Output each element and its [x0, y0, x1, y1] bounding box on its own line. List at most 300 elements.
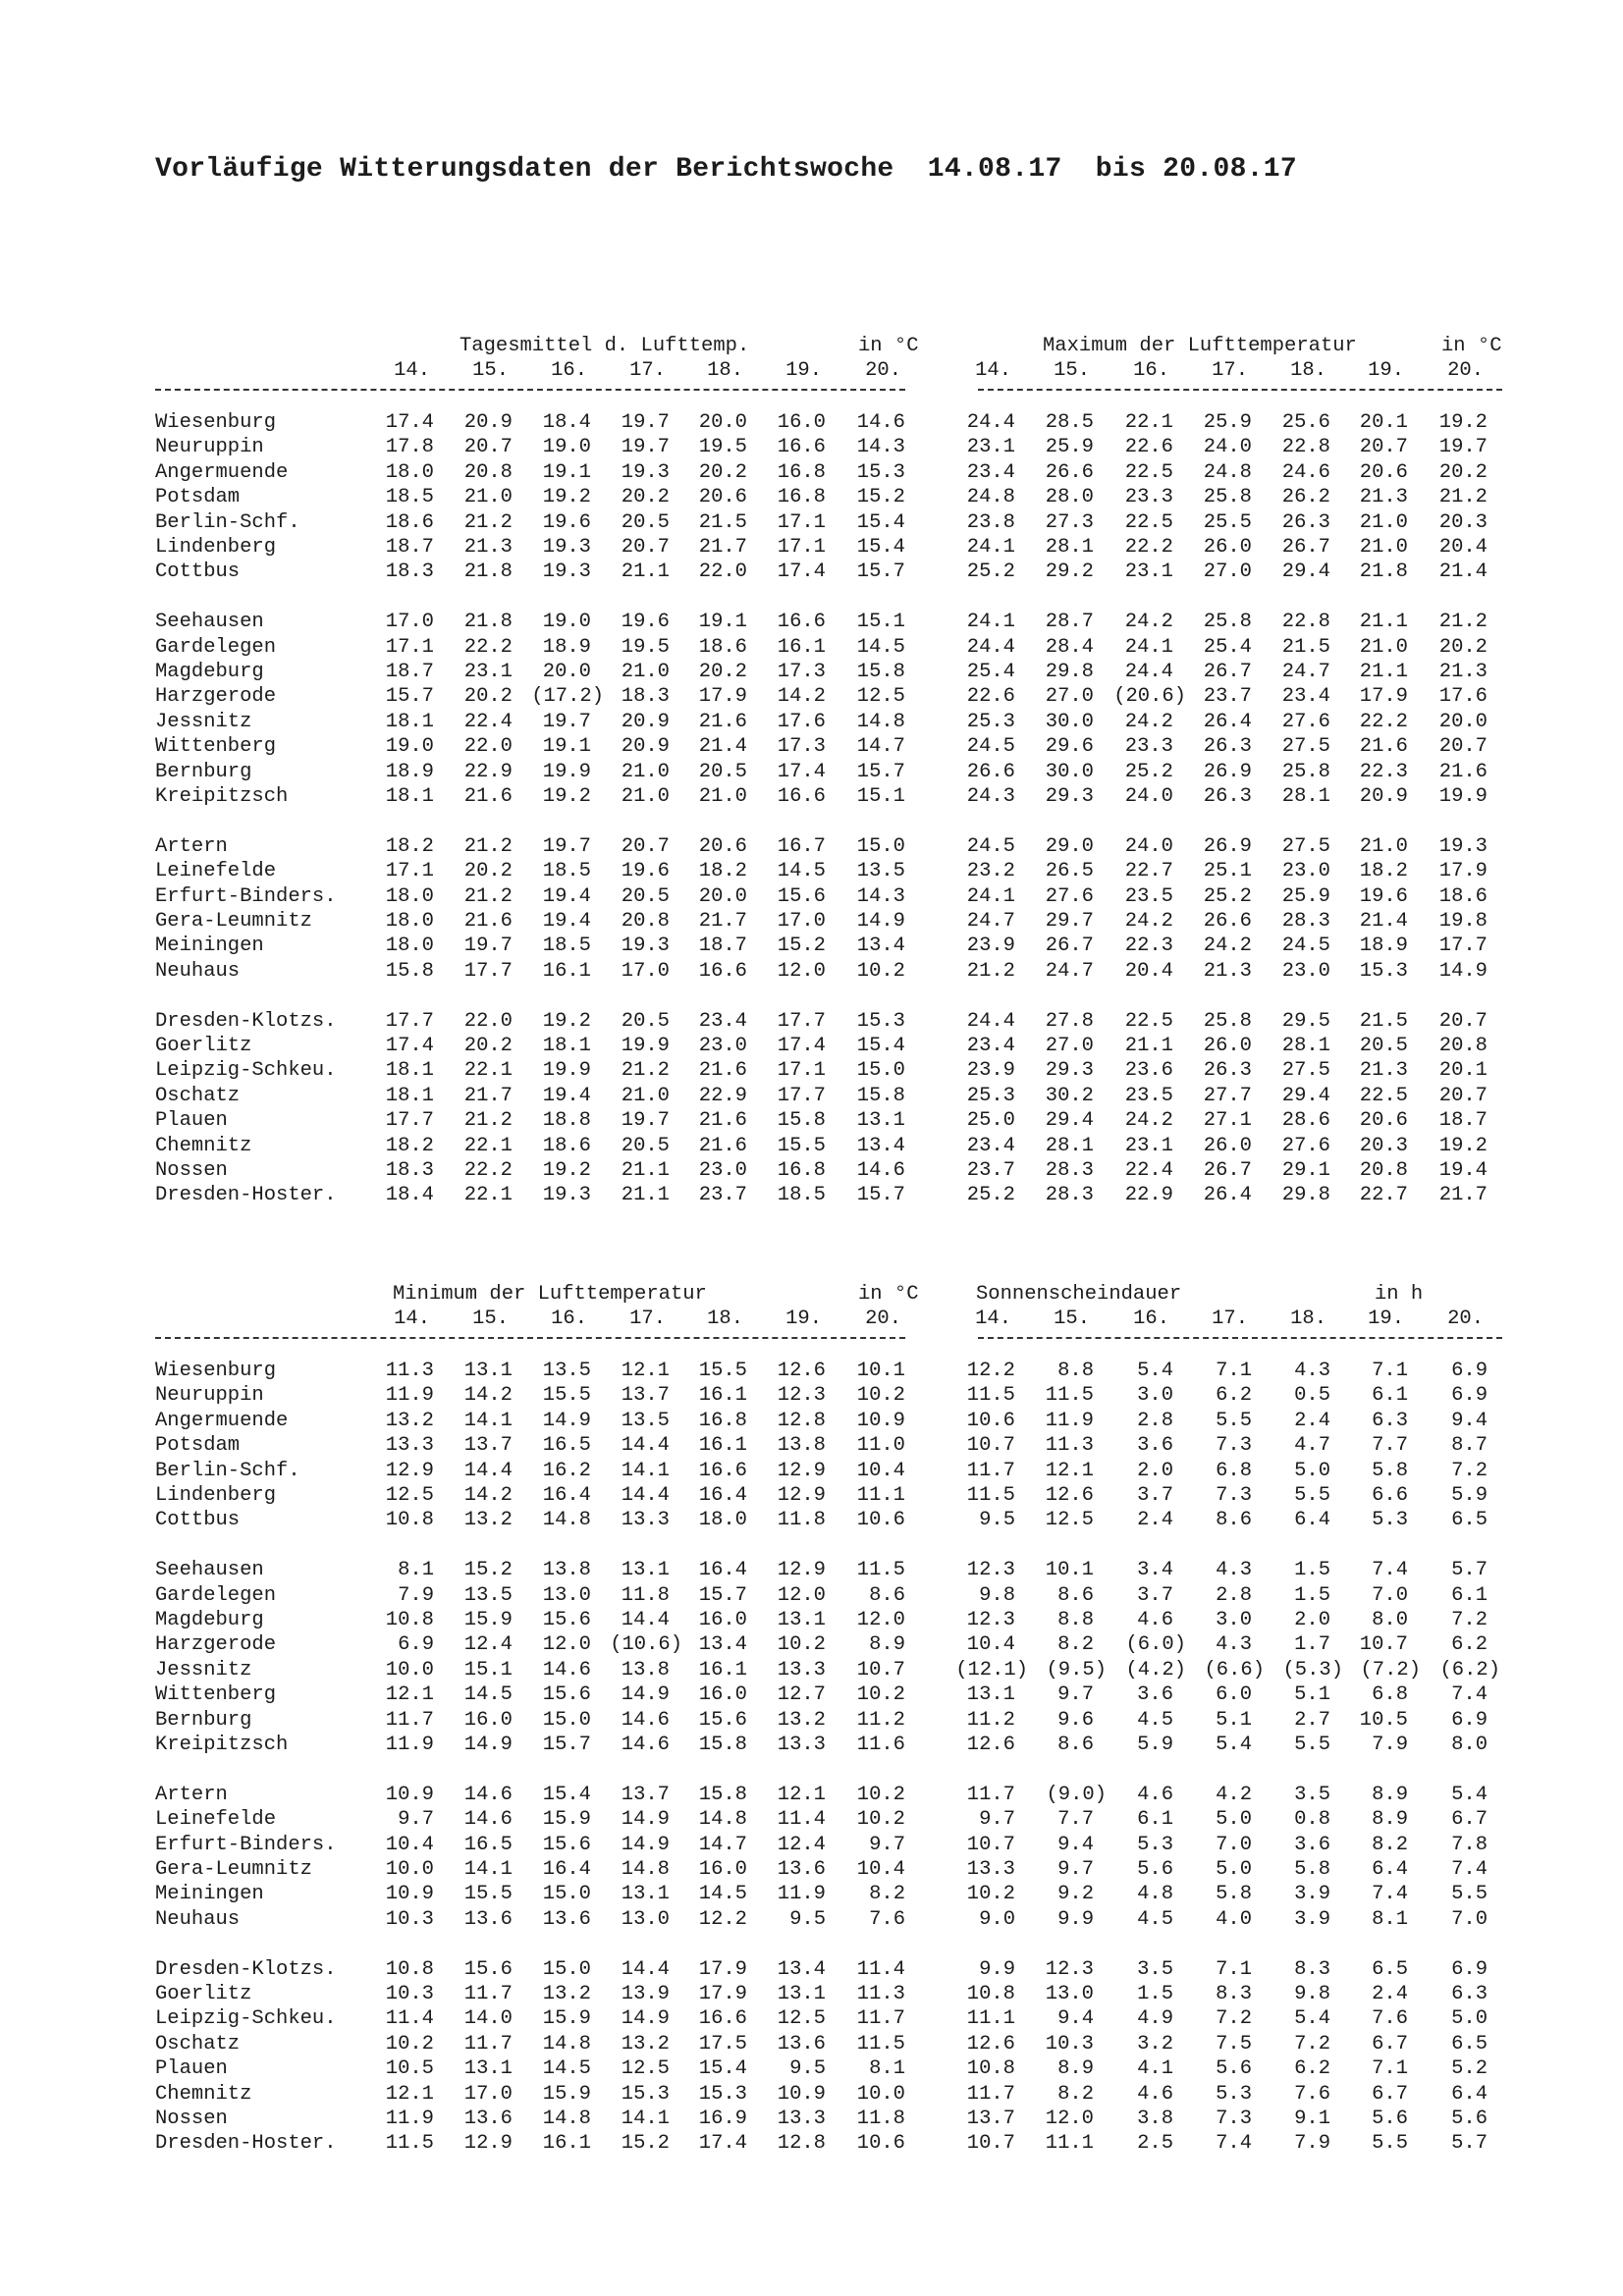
- value-cell: 18.5: [777, 1184, 826, 1207]
- value-cell: 7.2: [1451, 1459, 1488, 1482]
- value-cell: 13.5: [621, 1409, 670, 1432]
- value-cell: 3.6: [1137, 1434, 1173, 1458]
- value-cell: 13.6: [777, 1858, 826, 1881]
- value-cell: 6.4: [1294, 1509, 1330, 1532]
- value-cell: 20.2: [463, 860, 513, 883]
- table-title: Sonnenscheindauer: [976, 1283, 1182, 1306]
- value-cell: 10.0: [385, 1658, 434, 1682]
- value-cell: 26.3: [1203, 1059, 1252, 1083]
- value-cell: (20.6): [1113, 685, 1186, 709]
- value-cell: 22.4: [1124, 1159, 1173, 1182]
- value-cell: 21.6: [698, 710, 747, 733]
- station-name: Artern: [155, 834, 228, 858]
- value-cell: 17.6: [1438, 685, 1488, 709]
- value-cell: 21.2: [1438, 486, 1488, 509]
- value-cell: 25.8: [1203, 611, 1252, 634]
- value-cell: 15.1: [463, 1658, 513, 1682]
- value-cell: 28.4: [1045, 635, 1094, 659]
- station-name: Meiningen: [155, 1883, 264, 1906]
- value-cell: 16.0: [463, 1708, 513, 1732]
- value-cell: 22.8: [1281, 611, 1330, 634]
- value-cell: 14.5: [777, 860, 826, 883]
- value-cell: 21.1: [621, 1184, 670, 1207]
- station-name: Chemnitz: [155, 2082, 252, 2106]
- value-cell: 4.3: [1216, 1559, 1252, 1582]
- value-cell: 9.4: [1451, 1409, 1488, 1432]
- value-cell: 6.4: [1451, 2082, 1488, 2106]
- value-cell: 12.5: [856, 685, 905, 709]
- value-cell: 14.7: [856, 735, 905, 759]
- station-name: Seehausen: [155, 1559, 264, 1582]
- value-cell: 16.5: [463, 1833, 513, 1856]
- value-cell: 5.6: [1216, 2057, 1252, 2081]
- station-name: Lindenberg: [155, 1484, 277, 1507]
- page-title: Vorläufige Witterungsdaten der Berichtswoche 14.08.17 bis 20.08.17: [155, 154, 1297, 185]
- value-cell: 8.6: [1216, 1509, 1252, 1532]
- value-cell: 7.5: [1216, 2032, 1252, 2056]
- value-cell: 26.3: [1203, 785, 1252, 808]
- value-cell: 10.2: [856, 1808, 905, 1832]
- value-cell: 22.9: [698, 1084, 747, 1107]
- table-unit: in h: [1375, 1283, 1424, 1306]
- value-cell: 20.2: [463, 1035, 513, 1057]
- value-cell: 16.6: [698, 959, 747, 983]
- value-cell: 11.5: [856, 2032, 905, 2056]
- value-cell: 23.1: [463, 661, 513, 683]
- value-cell: 22.5: [1124, 460, 1173, 484]
- value-cell: 13.3: [777, 2108, 826, 2130]
- value-cell: 8.1: [398, 1559, 434, 1582]
- value-cell: 29.4: [1045, 1109, 1094, 1133]
- value-cell: 19.3: [542, 561, 591, 584]
- value-cell: 9.6: [1057, 1708, 1094, 1732]
- value-cell: 28.7: [1045, 611, 1094, 634]
- value-cell: 14.9: [621, 2007, 670, 2031]
- value-cell: 15.8: [698, 1783, 747, 1806]
- value-cell: 29.1: [1281, 1159, 1330, 1182]
- day-header: 19.: [785, 1308, 822, 1330]
- value-cell: 21.0: [621, 661, 670, 683]
- value-cell: 12.1: [777, 1783, 826, 1806]
- value-cell: 13.1: [463, 1360, 513, 1382]
- value-cell: 16.6: [698, 2007, 747, 2031]
- value-cell: 13.2: [542, 1983, 591, 2005]
- value-cell: 5.5: [1294, 1484, 1330, 1507]
- value-cell: 3.6: [1137, 1683, 1173, 1707]
- value-cell: 17.8: [385, 436, 434, 459]
- value-cell: 21.0: [621, 760, 670, 783]
- value-cell: (5.3): [1282, 1658, 1343, 1682]
- value-cell: 17.6: [777, 710, 826, 733]
- value-cell: 14.2: [463, 1484, 513, 1507]
- value-cell: 18.5: [542, 860, 591, 883]
- value-cell: 21.6: [463, 910, 513, 933]
- value-cell: 21.6: [698, 1134, 747, 1157]
- value-cell: 17.1: [777, 510, 826, 534]
- value-cell: 9.1: [1294, 2108, 1330, 2130]
- value-cell: 17.4: [777, 1035, 826, 1057]
- value-cell: 11.1: [1045, 2132, 1094, 2156]
- value-cell: 13.8: [777, 1434, 826, 1458]
- value-cell: 20.6: [698, 834, 747, 858]
- day-header: 14.: [394, 1308, 430, 1330]
- value-cell: 16.6: [698, 1459, 747, 1482]
- station-name: Dresden-Hoster.: [155, 2132, 337, 2156]
- value-cell: 26.7: [1281, 536, 1330, 559]
- value-cell: 16.0: [698, 1858, 747, 1881]
- value-cell: 8.3: [1216, 1983, 1252, 2005]
- value-cell: 11.3: [1045, 1434, 1094, 1458]
- day-header: 18.: [1290, 1308, 1326, 1330]
- value-cell: 18.1: [542, 1035, 591, 1057]
- value-cell: 30.2: [1045, 1084, 1094, 1107]
- value-cell: 24.1: [1124, 635, 1173, 659]
- value-cell: 13.6: [777, 2032, 826, 2056]
- value-cell: 25.9: [1045, 436, 1094, 459]
- value-cell: 18.2: [385, 1134, 434, 1157]
- value-cell: 7.4: [1216, 2132, 1252, 2156]
- value-cell: 24.0: [1203, 436, 1252, 459]
- value-cell: 28.1: [1045, 536, 1094, 559]
- value-cell: 13.8: [542, 1559, 591, 1582]
- value-cell: 17.3: [777, 735, 826, 759]
- value-cell: 23.5: [1124, 1084, 1173, 1107]
- value-cell: 15.4: [856, 536, 905, 559]
- value-cell: 11.2: [966, 1708, 1015, 1732]
- value-cell: 15.8: [698, 1734, 747, 1756]
- value-cell: (9.5): [1046, 1658, 1107, 1682]
- value-cell: 15.0: [856, 1059, 905, 1083]
- value-cell: 16.2: [542, 1459, 591, 1482]
- value-cell: 18.1: [385, 710, 434, 733]
- value-cell: 17.7: [777, 1009, 826, 1033]
- value-cell: 5.8: [1372, 1459, 1408, 1482]
- value-cell: 15.9: [463, 1609, 513, 1631]
- station-name: Angermuende: [155, 1409, 289, 1432]
- value-cell: 20.4: [1124, 959, 1173, 983]
- value-cell: (10.6): [610, 1633, 682, 1657]
- value-cell: 24.2: [1124, 611, 1173, 634]
- value-cell: 12.9: [777, 1559, 826, 1582]
- value-cell: 13.5: [542, 1360, 591, 1382]
- value-cell: 21.3: [1359, 1059, 1408, 1083]
- day-header: 15.: [472, 359, 509, 382]
- value-cell: 27.5: [1281, 1059, 1330, 1083]
- value-cell: 18.1: [385, 1084, 434, 1107]
- value-cell: 12.2: [966, 1360, 1015, 1382]
- value-cell: 6.9: [1451, 1957, 1488, 1981]
- station-name: Jessnitz: [155, 710, 252, 733]
- value-cell: 3.6: [1294, 1833, 1330, 1856]
- value-cell: 12.8: [777, 2132, 826, 2156]
- value-cell: 5.0: [1216, 1808, 1252, 1832]
- value-cell: 16.8: [777, 460, 826, 484]
- value-cell: 10.8: [385, 1509, 434, 1532]
- value-cell: 24.0: [1124, 834, 1173, 858]
- value-cell: 20.7: [1438, 1084, 1488, 1107]
- value-cell: 19.0: [385, 735, 434, 759]
- value-cell: 20.8: [621, 910, 670, 933]
- value-cell: 6.8: [1372, 1683, 1408, 1707]
- value-cell: 1.5: [1294, 1583, 1330, 1607]
- value-cell: 20.8: [1359, 1159, 1408, 1182]
- value-cell: 4.7: [1294, 1434, 1330, 1458]
- value-cell: 20.0: [698, 411, 747, 434]
- value-cell: 11.5: [966, 1484, 1015, 1507]
- value-cell: 8.0: [1451, 1734, 1488, 1756]
- value-cell: 10.5: [385, 2057, 434, 2081]
- value-cell: 21.0: [1359, 510, 1408, 534]
- value-cell: 14.6: [621, 1734, 670, 1756]
- value-cell: 10.2: [385, 2032, 434, 2056]
- value-cell: 17.4: [777, 760, 826, 783]
- value-cell: 27.6: [1281, 1134, 1330, 1157]
- value-cell: 24.1: [966, 611, 1015, 634]
- value-cell: 24.5: [966, 735, 1015, 759]
- value-cell: 2.8: [1216, 1583, 1252, 1607]
- value-cell: 17.7: [463, 959, 513, 983]
- value-cell: 26.0: [1203, 536, 1252, 559]
- day-header: 15.: [472, 1308, 509, 1330]
- value-cell: 12.5: [385, 1484, 434, 1507]
- value-cell: 14.6: [542, 1658, 591, 1682]
- value-cell: 17.9: [698, 1957, 747, 1981]
- value-cell: 14.4: [621, 1957, 670, 1981]
- value-cell: 11.9: [385, 2108, 434, 2130]
- value-cell: 17.1: [385, 635, 434, 659]
- value-cell: 24.2: [1124, 710, 1173, 733]
- value-cell: 6.2: [1451, 1633, 1488, 1657]
- value-cell: 19.6: [542, 510, 591, 534]
- value-cell: 22.3: [1359, 760, 1408, 783]
- value-cell: 6.9: [1451, 1360, 1488, 1382]
- value-cell: 15.0: [542, 1708, 591, 1732]
- value-cell: 10.0: [856, 2082, 905, 2106]
- value-cell: 18.4: [542, 411, 591, 434]
- value-cell: 6.5: [1451, 1509, 1488, 1532]
- value-cell: 12.4: [463, 1633, 513, 1657]
- value-cell: 21.1: [621, 561, 670, 584]
- value-cell: 17.1: [777, 1059, 826, 1083]
- value-cell: 15.1: [856, 785, 905, 808]
- value-cell: 13.7: [621, 1783, 670, 1806]
- value-cell: 13.1: [463, 2057, 513, 2081]
- value-cell: 16.6: [777, 611, 826, 634]
- value-cell: 21.4: [1359, 910, 1408, 933]
- day-header: 20.: [865, 1308, 901, 1330]
- value-cell: 28.1: [1281, 1035, 1330, 1057]
- value-cell: 16.7: [777, 834, 826, 858]
- value-cell: 21.7: [698, 536, 747, 559]
- value-cell: 7.9: [1372, 1734, 1408, 1756]
- value-cell: 12.2: [698, 1907, 747, 1931]
- value-cell: 18.9: [542, 635, 591, 659]
- value-cell: 23.1: [966, 436, 1015, 459]
- value-cell: 7.1: [1372, 2057, 1408, 2081]
- value-cell: 25.4: [1203, 635, 1252, 659]
- value-cell: 15.5: [542, 1384, 591, 1408]
- value-cell: 15.9: [542, 2007, 591, 2031]
- value-cell: 24.8: [966, 486, 1015, 509]
- value-cell: 4.1: [1137, 2057, 1173, 2081]
- value-cell: 6.1: [1451, 1583, 1488, 1607]
- value-cell: 27.3: [1045, 510, 1094, 534]
- value-cell: 27.6: [1281, 710, 1330, 733]
- value-cell: 15.6: [542, 1609, 591, 1631]
- value-cell: 12.0: [777, 959, 826, 983]
- value-cell: 29.2: [1045, 561, 1094, 584]
- value-cell: 3.0: [1216, 1609, 1252, 1631]
- station-name: Harzgerode: [155, 1633, 277, 1657]
- value-cell: 12.1: [621, 1360, 670, 1382]
- value-cell: 23.0: [1281, 860, 1330, 883]
- value-cell: 11.8: [621, 1583, 670, 1607]
- value-cell: 11.9: [1045, 1409, 1094, 1432]
- value-cell: 25.5: [1203, 510, 1252, 534]
- value-cell: 11.7: [966, 1783, 1015, 1806]
- value-cell: 7.2: [1294, 2032, 1330, 2056]
- value-cell: 24.4: [966, 635, 1015, 659]
- value-cell: 29.4: [1281, 1084, 1330, 1107]
- value-cell: 2.4: [1137, 1509, 1173, 1532]
- value-cell: 16.0: [698, 1683, 747, 1707]
- value-cell: 12.0: [1045, 2108, 1094, 2130]
- value-cell: 14.1: [621, 2108, 670, 2130]
- value-cell: 22.2: [463, 635, 513, 659]
- value-cell: 21.3: [1203, 959, 1252, 983]
- value-cell: 13.2: [463, 1509, 513, 1532]
- value-cell: 7.6: [1294, 2082, 1330, 2106]
- value-cell: 10.8: [385, 1957, 434, 1981]
- value-cell: 15.9: [542, 2082, 591, 2106]
- value-cell: 14.9: [463, 1734, 513, 1756]
- value-cell: (6.2): [1439, 1658, 1500, 1682]
- value-cell: 16.4: [542, 1484, 591, 1507]
- value-cell: 30.0: [1045, 710, 1094, 733]
- value-cell: 21.6: [698, 1059, 747, 1083]
- value-cell: 6.7: [1372, 2032, 1408, 2056]
- station-name: Dresden-Klotzs.: [155, 1009, 337, 1033]
- value-cell: 20.5: [621, 510, 670, 534]
- value-cell: 14.9: [542, 1409, 591, 1432]
- value-cell: 14.7: [698, 1833, 747, 1856]
- value-cell: 25.2: [1124, 760, 1173, 783]
- value-cell: 7.6: [1372, 2007, 1408, 2031]
- value-cell: 21.2: [463, 884, 513, 908]
- value-cell: 15.8: [856, 1084, 905, 1107]
- value-cell: 17.9: [1359, 685, 1408, 709]
- value-cell: 13.6: [542, 1907, 591, 1931]
- table-unit: in °C: [1441, 335, 1502, 357]
- value-cell: 20.1: [1438, 1059, 1488, 1083]
- value-cell: 21.2: [1438, 611, 1488, 634]
- value-cell: 23.0: [698, 1159, 747, 1182]
- value-cell: 12.3: [966, 1559, 1015, 1582]
- value-cell: 22.5: [1124, 510, 1173, 534]
- value-cell: 12.3: [1045, 1957, 1094, 1981]
- value-cell: 2.0: [1294, 1609, 1330, 1631]
- value-cell: 13.0: [1045, 1983, 1094, 2005]
- value-cell: 16.0: [777, 411, 826, 434]
- value-cell: 23.7: [966, 1159, 1015, 1182]
- value-cell: 22.2: [1359, 710, 1408, 733]
- value-cell: 23.1: [1124, 561, 1173, 584]
- value-cell: 14.8: [542, 1509, 591, 1532]
- value-cell: 10.2: [777, 1633, 826, 1657]
- station-name: Magdeburg: [155, 661, 264, 683]
- value-cell: 29.4: [1281, 561, 1330, 584]
- value-cell: 15.9: [542, 1808, 591, 1832]
- value-cell: 9.5: [789, 1907, 826, 1931]
- value-cell: 20.9: [463, 411, 513, 434]
- value-cell: 24.0: [1124, 785, 1173, 808]
- value-cell: 15.3: [856, 1009, 905, 1033]
- value-cell: 7.4: [1451, 1683, 1488, 1707]
- value-cell: 20.9: [621, 735, 670, 759]
- value-cell: 10.9: [777, 2082, 826, 2106]
- value-cell: 23.2: [966, 860, 1015, 883]
- value-cell: 25.2: [966, 561, 1015, 584]
- value-cell: 23.4: [966, 1035, 1015, 1057]
- value-cell: 12.1: [385, 1683, 434, 1707]
- value-cell: 13.4: [856, 1134, 905, 1157]
- value-cell: 21.8: [463, 561, 513, 584]
- station-name: Nossen: [155, 1159, 228, 1182]
- value-cell: 1.5: [1294, 1559, 1330, 1582]
- value-cell: 21.6: [1438, 760, 1488, 783]
- value-cell: 17.4: [777, 561, 826, 584]
- value-cell: 14.1: [463, 1858, 513, 1881]
- value-cell: 22.0: [463, 735, 513, 759]
- value-cell: 15.7: [856, 561, 905, 584]
- value-cell: 18.7: [1438, 1109, 1488, 1133]
- station-name: Nossen: [155, 2108, 228, 2130]
- value-cell: 14.6: [856, 411, 905, 434]
- value-cell: 19.9: [542, 1059, 591, 1083]
- value-cell: 29.8: [1045, 661, 1094, 683]
- value-cell: 5.8: [1216, 1883, 1252, 1906]
- value-cell: 29.0: [1045, 834, 1094, 858]
- value-cell: 18.7: [385, 661, 434, 683]
- value-cell: 15.7: [542, 1734, 591, 1756]
- value-cell: 21.0: [698, 785, 747, 808]
- station-name: Neuhaus: [155, 1907, 241, 1931]
- header-rule: [155, 389, 905, 391]
- value-cell: 6.0: [1216, 1683, 1252, 1707]
- value-cell: 9.8: [1294, 1983, 1330, 2005]
- value-cell: 23.5: [1124, 884, 1173, 908]
- value-cell: 20.9: [621, 710, 670, 733]
- value-cell: 11.5: [966, 1384, 1015, 1408]
- value-cell: 18.0: [385, 884, 434, 908]
- value-cell: 4.6: [1137, 1609, 1173, 1631]
- value-cell: 5.7: [1451, 1559, 1488, 1582]
- value-cell: 21.0: [1359, 635, 1408, 659]
- value-cell: 22.1: [463, 1059, 513, 1083]
- value-cell: 11.8: [856, 2108, 905, 2130]
- value-cell: 19.3: [621, 934, 670, 958]
- value-cell: 30.0: [1045, 760, 1094, 783]
- value-cell: 17.0: [385, 611, 434, 634]
- value-cell: 10.8: [966, 2057, 1015, 2081]
- value-cell: 3.5: [1294, 1783, 1330, 1806]
- value-cell: 5.5: [1451, 1883, 1488, 1906]
- value-cell: 13.4: [777, 1957, 826, 1981]
- value-cell: 19.7: [621, 411, 670, 434]
- value-cell: 20.7: [1359, 436, 1408, 459]
- value-cell: 15.5: [698, 1360, 747, 1382]
- value-cell: 12.6: [966, 1734, 1015, 1756]
